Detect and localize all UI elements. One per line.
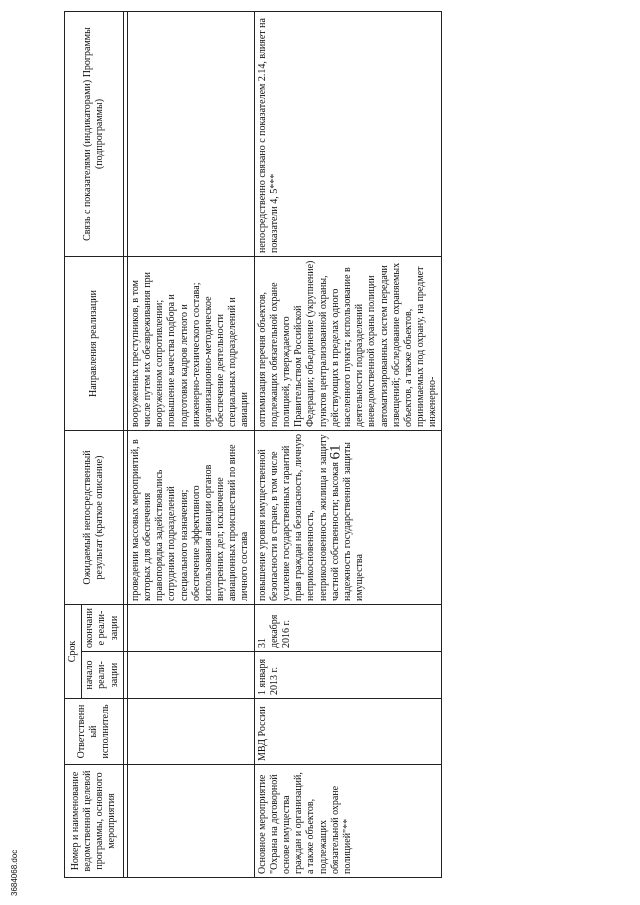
footer-file-name: 3684068.doc bbox=[10, 849, 19, 896]
cell-link-indicators: непосредственно связано с показателем 2.14, влияет на показатели 4, 5*** bbox=[254, 12, 442, 257]
table-row bbox=[127, 12, 254, 878]
cell-link-indicators bbox=[127, 12, 254, 257]
cell-expected-result: проведении массовых мероприятий, в которых для обеспечения правопорядка задействовались сотрудники подразделений специального назначения; обеспечение эффективного использования авиации органов внутренних дел; исключение авиационных происшествий по вине личного состава bbox=[127, 431, 254, 605]
header-end: окончание реали-зации bbox=[82, 605, 124, 652]
cell-directions: вооруженных преступников, в том числе путем их обезвреживания при вооруженном сопротивлении; повышение качества подбора и подготовки кадров летного и инженерно-технического состава; организационно-методическое обеспечение деятельности специальных подразделений и авиации bbox=[127, 257, 254, 431]
header-directions: Направления реализации bbox=[65, 257, 124, 431]
header-row-1 bbox=[65, 12, 82, 878]
cell-end: 31 декабря 2016 г. bbox=[254, 605, 442, 652]
header-start: начало реали-зации bbox=[82, 652, 124, 699]
cell-executor: МВД России bbox=[254, 699, 442, 765]
cell-program-name: Основное мероприятие "Охрана на договорной основе имущества граждан и организаций, а также объектов, подлежащих обязательной охране полицией"** bbox=[254, 765, 442, 878]
table-row bbox=[254, 12, 442, 878]
page-number: 61 bbox=[327, 444, 344, 460]
header-expected-result: Ожидаемый непосредственный результат (краткое описание) bbox=[65, 431, 124, 605]
cell-executor bbox=[127, 699, 254, 765]
cell-directions: оптимизация перечня объектов, подлежащих обязательной охране полицией, утверждаемого Правительством Российской Федерации; объединение (укрупнение) пунктов централизованной охраны, действующих в пределах одного населенного пункта; использование в деятельности подразделений вневедомственной охраны полиции автоматизированных систем передачи извещений; обследование охраняемых объектов, а также объектов, принимаемых под охрану, на предмет инженерно- bbox=[254, 257, 442, 431]
header-program-name: Номер и наименование ведомственной целевой программы, основного мероприятия bbox=[65, 765, 124, 878]
cell-start: 1 января 2013 г. bbox=[254, 652, 442, 699]
header-executor: Ответственный исполнитель bbox=[65, 699, 124, 765]
program-table bbox=[64, 11, 442, 878]
cell-start bbox=[127, 652, 254, 699]
cell-expected-result: повышение уровня имущественной безопасности в стране, в том числе усиление государственных гарантий прав граждан на безопасность, личную неприкосновенность, неприкосновенность жилища и защиту частной собственности; высокая надежность государственной защиты имущества bbox=[254, 431, 442, 605]
cell-end bbox=[127, 605, 254, 652]
cell-program-name bbox=[127, 765, 254, 878]
header-link-indicators: Связь с показателями (индикаторами) Программы (подпрограммы) bbox=[65, 12, 124, 257]
header-srok: Срок bbox=[65, 605, 82, 699]
